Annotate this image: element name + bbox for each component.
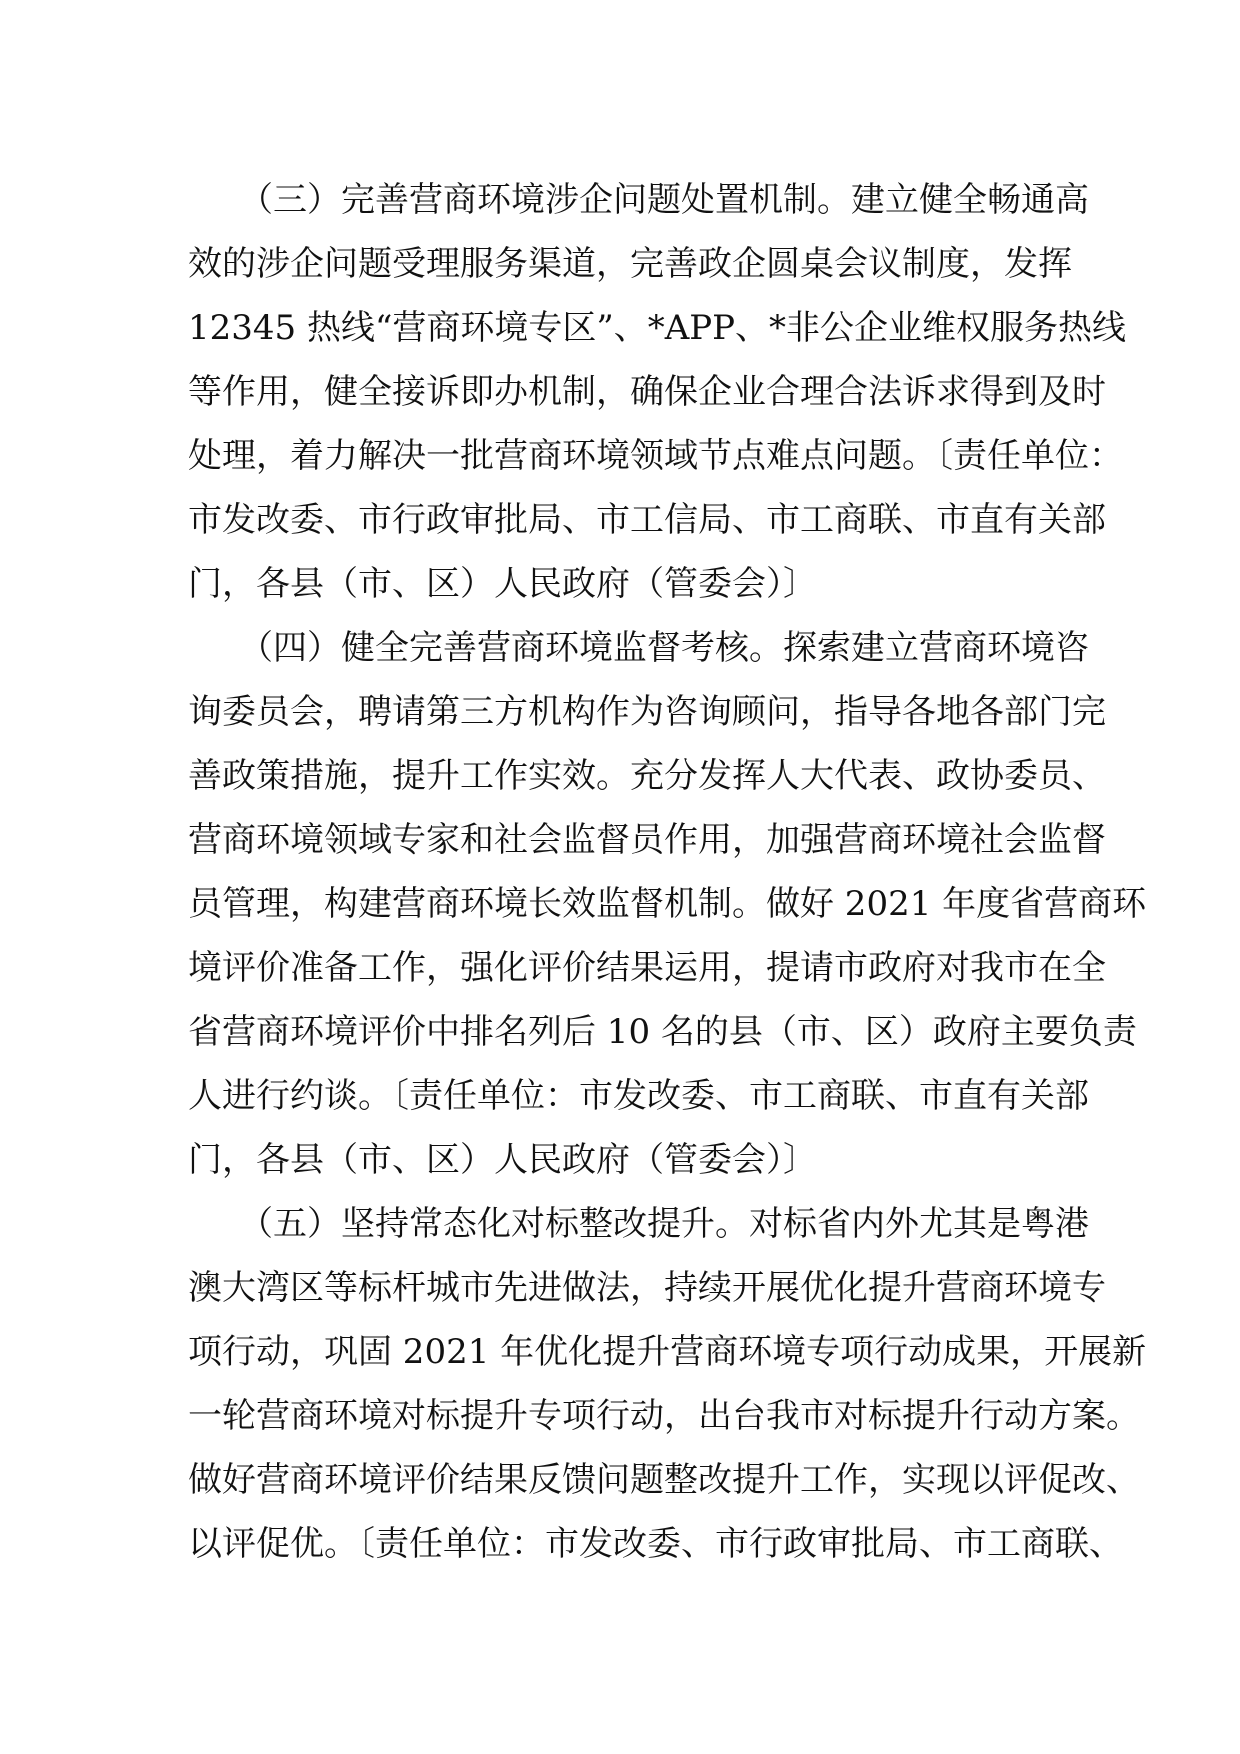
paragraph-4-line-1: （四）健全完善营商环境监督考核。探索建立营商环境咨	[188, 628, 1089, 668]
paragraph-3-line-2: 效的涉企问题受理服务渠道，完善政企圆桌会议制度，发挥	[188, 244, 1072, 284]
paragraph-4-line-2: 询委员会，聘请第三方机构作为咨询顾问，指导各地各部门完	[188, 692, 1106, 732]
paragraph-3-line-7: 门，各县（市、区）人民政府（管委会）〕	[188, 564, 817, 604]
paragraph-4-line-8: 人进行约谈。〔责任单位：市发改委、市工商联、市直有关部	[188, 1076, 1089, 1116]
paragraph-3-line-1: （三）完善营商环境涉企问题处置机制。建立健全畅通高	[188, 180, 1089, 220]
paragraph-3-line-3: 12345 热线“营商环境专区”、*APP、*非公企业维权服务热线	[188, 308, 1127, 348]
paragraph-4-line-3: 善政策措施，提升工作实效。充分发挥人大代表、政协委员、	[188, 756, 1106, 796]
paragraph-5-line-5: 做好营商环境评价结果反馈问题整改提升工作，实现以评促改、	[188, 1460, 1140, 1500]
paragraph-5-line-2: 澳大湾区等标杆城市先进做法，持续开展优化提升营商环境专	[188, 1268, 1106, 1308]
paragraph-5-line-3: 项行动，巩固 2021 年优化提升营商环境专项行动成果，开展新	[188, 1332, 1147, 1372]
body-text	[188, 168, 1147, 1576]
paragraph-5-line-4: 一轮营商环境对标提升专项行动，出台我市对标提升行动方案。	[188, 1396, 1140, 1436]
paragraph-5-line-1: （五）坚持常态化对标整改提升。对标省内外尤其是粤港	[188, 1204, 1089, 1244]
paragraph-4-line-4: 营商环境领域专家和社会监督员作用，加强营商环境社会监督	[188, 820, 1106, 860]
paragraph-3-line-4: 等作用，健全接诉即办机制，确保企业合理合法诉求得到及时	[188, 372, 1106, 412]
paragraph-3-line-5: 处理，着力解决一批营商环境领域节点难点问题。〔责任单位：	[188, 436, 1123, 476]
paragraph-4-line-5: 员管理，构建营商环境长效监督机制。做好 2021 年度省营商环	[188, 884, 1147, 924]
paragraph-3-line-6: 市发改委、市行政审批局、市工信局、市工商联、市直有关部	[188, 500, 1106, 540]
paragraph-4-line-6: 境评价准备工作，强化评价结果运用，提请市政府对我市在全	[188, 948, 1106, 988]
paragraph-5-line-6: 以评促优。〔责任单位：市发改委、市行政审批局、市工商联、	[188, 1524, 1123, 1564]
paragraph-4-line-9: 门，各县（市、区）人民政府（管委会）〕	[188, 1140, 817, 1180]
paragraph-4-line-7: 省营商环境评价中排名列后 10 名的县（市、区）政府主要负责	[188, 1012, 1137, 1052]
